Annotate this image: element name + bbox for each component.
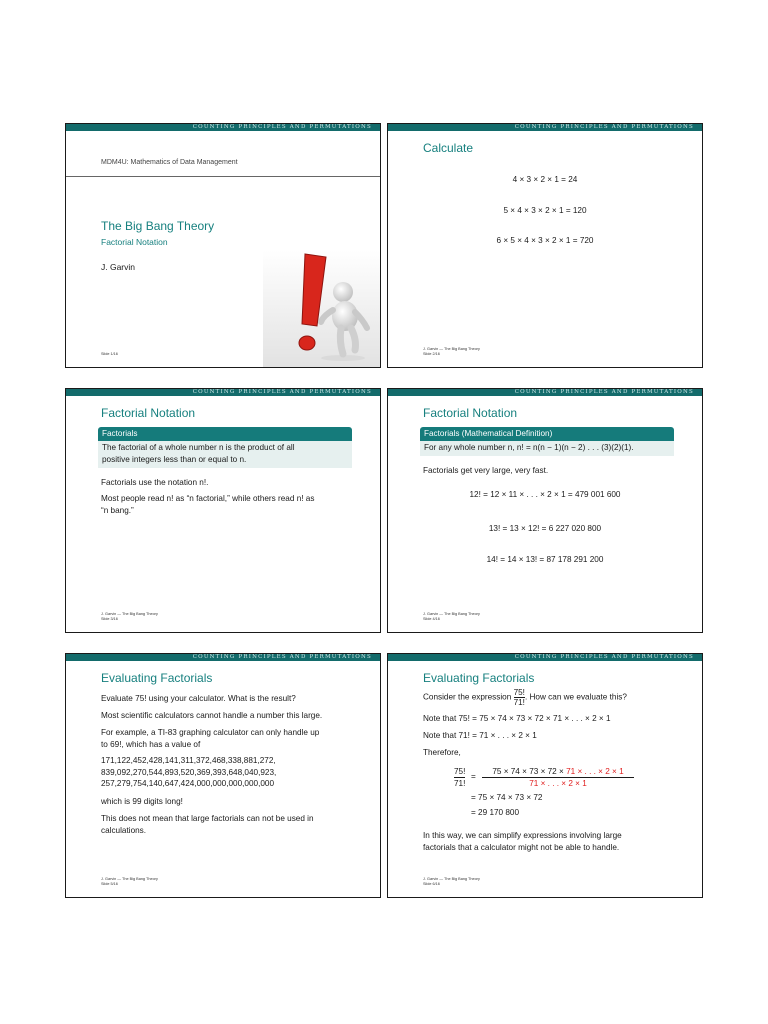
slide-5 [65,653,381,898]
slide-footer [101,612,158,622]
slide-footer [423,612,480,622]
footer-author: J. Garvin — The Big Bang Theory [101,612,158,616]
slide-title: Calculate [423,141,474,155]
slide-header: COUNTING PRINCIPLES AND PERMUTATIONS [388,389,702,396]
slide-number: Slide 4/16 [423,617,440,621]
definition-line: The factorial of a whole number n is the product of all [102,443,295,452]
paragraph-line: Most people read n! as “n factorial,” while others read n! as [101,494,315,503]
slide-number: Slide 6/16 [423,882,440,886]
slide-number: Slide 1/16 [101,352,118,356]
title-divider [66,176,380,177]
paragraph: Evaluate 75! using your calculator. What is the result? [101,694,296,703]
slide-2 [387,123,703,368]
large-number [101,755,352,790]
paragraph-line: calculations. [101,825,147,835]
equation: 6 × 5 × 4 × 3 × 2 × 1 = 720 [496,236,594,245]
paragraph [101,813,352,836]
slide-6 [387,653,703,898]
slide-header: COUNTING PRINCIPLES AND PERMUTATIONS [66,389,380,396]
paragraph: Note that 71! = 71 × . . . × 2 × 1 [423,731,537,740]
equation: 12! = 12 × 11 × . . . × 2 × 1 = 479 001 600 [469,490,621,499]
slide-footer [423,347,480,357]
paragraph-line: For example, a TI-83 graphing calculator can only handle up [101,728,320,737]
paragraph-line: factorials that a calculator might not be able to handle. [423,842,620,852]
slide-footer [423,877,480,887]
equation: 13! = 13 × 12! = 6 227 020 800 [488,524,602,533]
equals-sign: = [471,772,476,781]
paragraph-line: “n bang.” [101,505,134,515]
slide-number: Slide 5/16 [101,882,118,886]
fraction-denominator: 71 × . . . × 2 × 1 [482,777,634,789]
slide-1 [65,123,381,368]
paragraph: Note that 75! = 75 × 74 × 73 × 72 × 71 × . . . × 2 × 1 [423,714,611,723]
paragraph-line: In this way, we can simplify expressions involving large [423,831,622,840]
course-name: MDM4U: Mathematics of Data Management [101,159,238,166]
paragraph-line: to 69!, which has a value of [101,739,201,749]
equation-step: = 29 170 800 [471,808,520,817]
footer-author: J. Garvin — The Big Bang Theory [423,612,480,616]
exclamation-figure-image [263,250,381,368]
fraction-numerator: 75! [513,688,525,697]
numerator-cancelled: 71 × . . . × 2 × 1 [566,767,624,776]
presentation-subtitle: Factorial Notation [101,237,168,247]
slide-title: Evaluating Factorials [423,671,535,685]
slide-header: COUNTING PRINCIPLES AND PERMUTATIONS [66,654,380,661]
footer-author: J. Garvin — The Big Bang Theory [423,347,480,351]
author-name: J. Garvin [101,262,136,272]
fraction-numerator: 75! [454,767,466,776]
number-line: 257,279,754,140,647,424,000,000,000,000,000 [101,779,275,788]
slide-header: COUNTING PRINCIPLES AND PERMUTATIONS [388,124,702,131]
slide-4 [387,388,703,633]
slide-header: COUNTING PRINCIPLES AND PERMUTATIONS [66,124,380,131]
paragraph [423,830,674,853]
equation: 14! = 14 × 13! = 87 178 291 200 [486,555,604,564]
slide-number: Slide 2/16 [423,352,440,356]
definition-line: For any whole number n, n! = n(n − 1)(n − 2) . . . (3)(2)(1). [424,443,634,452]
paragraph: Most scientific calculators cannot handle a number this large. [101,711,323,720]
number-line: 839,092,270,544,893,520,369,393,648,040,923, [101,767,277,777]
footer-author: J. Garvin — The Big Bang Theory [423,877,480,881]
text: . How can we evaluate this? [524,692,627,702]
definition-line: positive integers less than or equal to n. [102,455,247,464]
equation: 4 × 3 × 2 × 1 = 24 [512,175,578,184]
paragraph [423,688,674,707]
numerator-common: 75 × 74 × 73 × 72 × [492,767,564,776]
paragraph [101,493,352,516]
paragraph: Factorials use the notation n!. [101,478,209,487]
number-line: 171,122,452,428,141,311,372,468,338,881,272, [101,756,276,765]
slide-3 [65,388,381,633]
lhs-fraction [454,766,465,789]
footer-author: J. Garvin — The Big Bang Theory [101,877,158,881]
definition-block-title: Factorials (Mathematical Definition) [420,427,674,441]
paragraph-line: This does not mean that large factorials can not be used in [101,814,314,823]
fraction-numerator [482,766,634,777]
slide-title: Evaluating Factorials [101,671,213,685]
paragraph: which is 99 digits long! [101,797,183,806]
slide-header: COUNTING PRINCIPLES AND PERMUTATIONS [388,654,702,661]
definition-block-title: Factorials [98,427,352,441]
presentation-title: The Big Bang Theory [101,219,215,233]
paragraph: Therefore, [423,748,461,757]
equation: 5 × 4 × 3 × 2 × 1 = 120 [503,206,587,215]
equation-step: = 75 × 74 × 73 × 72 [471,793,543,802]
slide-footer [101,877,158,887]
definition-block-body [420,441,674,456]
paragraph: Factorials get very large, very fast. [423,466,549,475]
slide-title: Factorial Notation [423,406,518,420]
slide-title: Factorial Notation [101,406,196,420]
fraction-denominator: 71! [454,779,466,788]
fraction-denominator: 71! [513,698,525,707]
rhs-fraction [482,766,634,789]
fraction [514,688,525,707]
slide-number: Slide 3/16 [101,617,118,621]
paragraph [101,727,352,750]
text: Consider the expression [423,692,512,702]
definition-block-body [98,441,352,468]
